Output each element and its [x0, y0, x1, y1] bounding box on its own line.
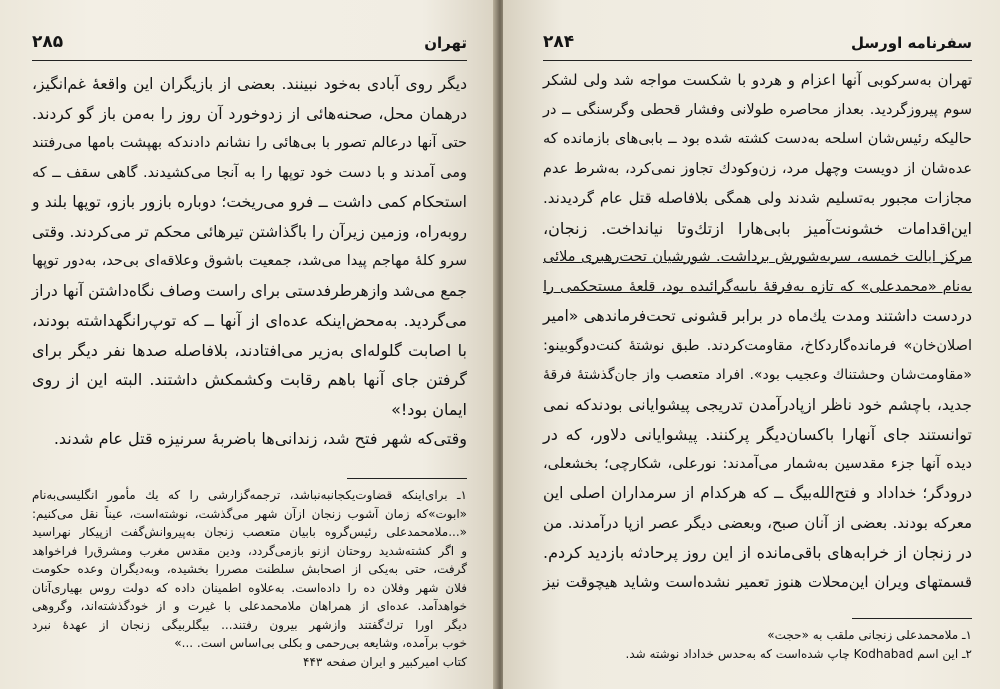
right-page-footnotes — [543, 626, 972, 663]
footnote-divider — [347, 478, 467, 479]
right-page-body — [543, 66, 972, 597]
body-line: دردست داشتند ومدت یك‌ماه در برابر قشونی تحت‌فرماندهی «امیر — [543, 307, 972, 325]
body-line: استحکام کمی داشت ــ فرو می‌ریخت؛ دوباره بازور بازو، توپها بلند و — [32, 193, 467, 211]
footnote-line: گرفت، حتی به‌یکی از اصحابش سلطنت مصررا بخشیده، وبه‌دیگران وعده حکومت — [32, 562, 467, 576]
body-line: حتی آنها درعالم تصور با بی‌هائی را نشانم دادندکه بهپشت بامها می‌رفتند — [32, 135, 467, 151]
body-line: سرو کلهٔ مهاجم پیدا می‌شد، جمعیت باشوق وعلاقه‌ای بی‌حد، به‌دور توپها — [32, 253, 467, 269]
body-line: درهمان محل، صحنه‌هائی از زدوخورد آن روز را به‌من باز گو کردند. — [32, 104, 467, 123]
footnote-line: خواهدآمد. عده‌ای از همراهان ملامحمدعلی با غیرت و از خودگذشته‌اند، وگروهی — [32, 599, 467, 613]
body-line: توانستند جای آنهارا باکسان‌دیگر پرکنند. پیشوایانی دلاور، که در — [543, 425, 972, 444]
body-line: حالیکه رئیس‌شان اسلحه به‌دست کشته شده بود ــ بابی‌های بازمانده که — [543, 131, 972, 147]
running-head: سفرنامه اورسل — [851, 34, 972, 52]
body-line: ومی آمدند و با دست خود توپها را به آنجا می‌کشیدند. گاهی سقف ــ که — [32, 164, 467, 181]
right-page-header — [543, 30, 972, 61]
running-head: تهران — [424, 34, 467, 52]
body-line: جمع می‌شد وازهرطرفدستی برای راست وصاف نگاه‌داشتن آنها دراز — [31, 281, 467, 300]
footnote-line: «...ملامحمدعلی رئیس‌گروه بابیان متعصب زنجان به‌پیروانش‌گفت ازپیکار نهراسید — [32, 525, 467, 539]
body-line: ایمان بود!» — [391, 399, 467, 419]
left-page-footnotes — [32, 486, 467, 671]
left-page-body — [32, 70, 467, 454]
body-line: دیده آنها جزء مقدسین به‌شمار می‌آمدند: نورعلی، شکارچی؛ بخشعلی، — [543, 455, 972, 472]
body-line: این‌اقدامات خشونت‌آمیز بابی‌هارا ازتك‌وتا نیانداخت. زنجان، — [543, 218, 972, 238]
body-line: تهران به‌سرکوبی آنها اعزام و هردو با شکست مواجه شد ولی لشکر — [543, 71, 972, 89]
footnote-line: ۱ـ ملامحمدعلی زنجانی ملقب به «حجت» — [767, 628, 972, 642]
body-line: مرکز ایالت خمسه، سربه‌شورش برداشت. شورشیان تحت‌رهبری ملائی — [543, 249, 972, 265]
footnote-line: «ابوت»که زمان آشوب زنجان ازآن شهر می‌گذشت، نوشته‌است، عیناً نقل می‌کنیم: — [32, 506, 467, 521]
body-line: مجازات مجبور به‌تسلیم شدند ولی همگی بلافاصله قتل عام گردیدند. — [543, 189, 972, 207]
footnote-line: و اگر کشته‌شدید روحتان ازنو بازمی‌گردد، ودین مقدس مغرب ومشرق‌را فراخواهد — [32, 543, 467, 558]
body-line: در زنجان از خرابه‌های باقی‌مانده از این روز پرحادثه بازدید کردم. — [543, 543, 972, 562]
body-line: عده‌شان از دویست وچهل مرد، زن‌وکودك تجاوز نمی‌کرد، به‌شرط عدم — [543, 160, 972, 177]
footnote-line: دیگر اورا ترك‌گفتند وازشهر بیرون رفتند... بیگلربیگی زنجان از عهدهٔ نبرد — [32, 617, 467, 632]
body-line: روبه‌راه، وزمین زیرآن را باگذاشتن تیرهائی محکم تر می‌کردند. وقتی — [32, 222, 467, 241]
body-line: به‌نام «محمدعلی» که تازه به‌فرقهٔ بابیه‌گرائیده بود، قلعهٔ مستحکمی را — [543, 278, 972, 295]
footnote-line: خوب برآمده، وشایعه بی‌رحمی و بکلی بی‌اساس است. ...» — [174, 636, 467, 650]
body-line: گرفتن جای آنها باهم رقابت وکشمکش داشتند. البته این از روی — [32, 370, 467, 389]
footnote-line: فلان شهر وفلان ده را داده‌است. به‌علاوه اطمینان داده که دولت روس بهیاری‌آنان — [32, 580, 467, 595]
body-line: اصلان‌خان» فرمانده‌گاردکاخ، مقاومت‌کردند. طبق نوشتهٔ کنت‌دوگوبینو: — [543, 337, 972, 354]
body-line: جدید، باچشم خود ناظر ازپادرآمدن تدریجی پیشوایانی بودندکه نمی‌ — [543, 395, 972, 414]
body-line: با اصابت گلوله‌ای به‌زیر می‌افتادند، بلافاصله صدها نفر دیگر برای — [32, 340, 467, 360]
body-line: «مقاومت‌شان وحشتناك وعجیب بود». افراد متعصب واز جان‌گذشتهٔ فرقهٔ — [543, 367, 972, 383]
footnote-citation: کتاب امیرکبیر و ایران صفحه ۴۴۳ — [303, 654, 467, 669]
left-page — [0, 0, 497, 689]
body-line: معرکه بودند. بعضی از آنان صبح، وبعضی دیگر عصر ازپا درآمدند. من — [543, 513, 972, 532]
body-line: قسمتهای ویران این‌محلات هنوز تعمیر نشده‌است وشاید هیچوقت نیز — [543, 572, 972, 591]
body-line: سوم پیروزگردید. بعداز محاصره طولانی وفشار قحطی وگرسنگی ــ در — [543, 101, 972, 118]
body-line: وقتی‌که شهر فتح شد، زندانی‌ها باضربهٔ سرنیزه قتل عام شدند. — [53, 429, 467, 448]
body-line: درودگر؛ خداداد و فتح‌الله‌بیگ ــ که هرکدام از سرمداران اصلی این — [543, 484, 972, 502]
page-number: ۲۸۵ — [32, 32, 64, 52]
body-line: دیگر روی آبادی به‌خود نبینند. بعضی از بازیگران این واقعهٔ غم‌انگیز، — [32, 75, 467, 93]
body-line: می‌گردید. به‌محض‌اینکه عده‌ای از آنها ــ که توپ‌رانگهداشته بودند، — [32, 311, 467, 330]
footnote-divider — [852, 618, 972, 619]
right-page — [503, 0, 1000, 689]
footnote-line: ۱ـ برای‌اینکه قضاوت‌یکجانبه‌نباشد، ترجمه‌گزارشی را که یك مأمور انگلیسی‌به‌نام — [32, 488, 467, 502]
page-number: ۲۸۴ — [543, 32, 575, 52]
footnote-line: ۲ـ این اسم Kodhabad چاپ شده‌است که به‌حدس خداداد نوشته شد. — [625, 646, 972, 661]
left-page-header — [32, 30, 467, 61]
